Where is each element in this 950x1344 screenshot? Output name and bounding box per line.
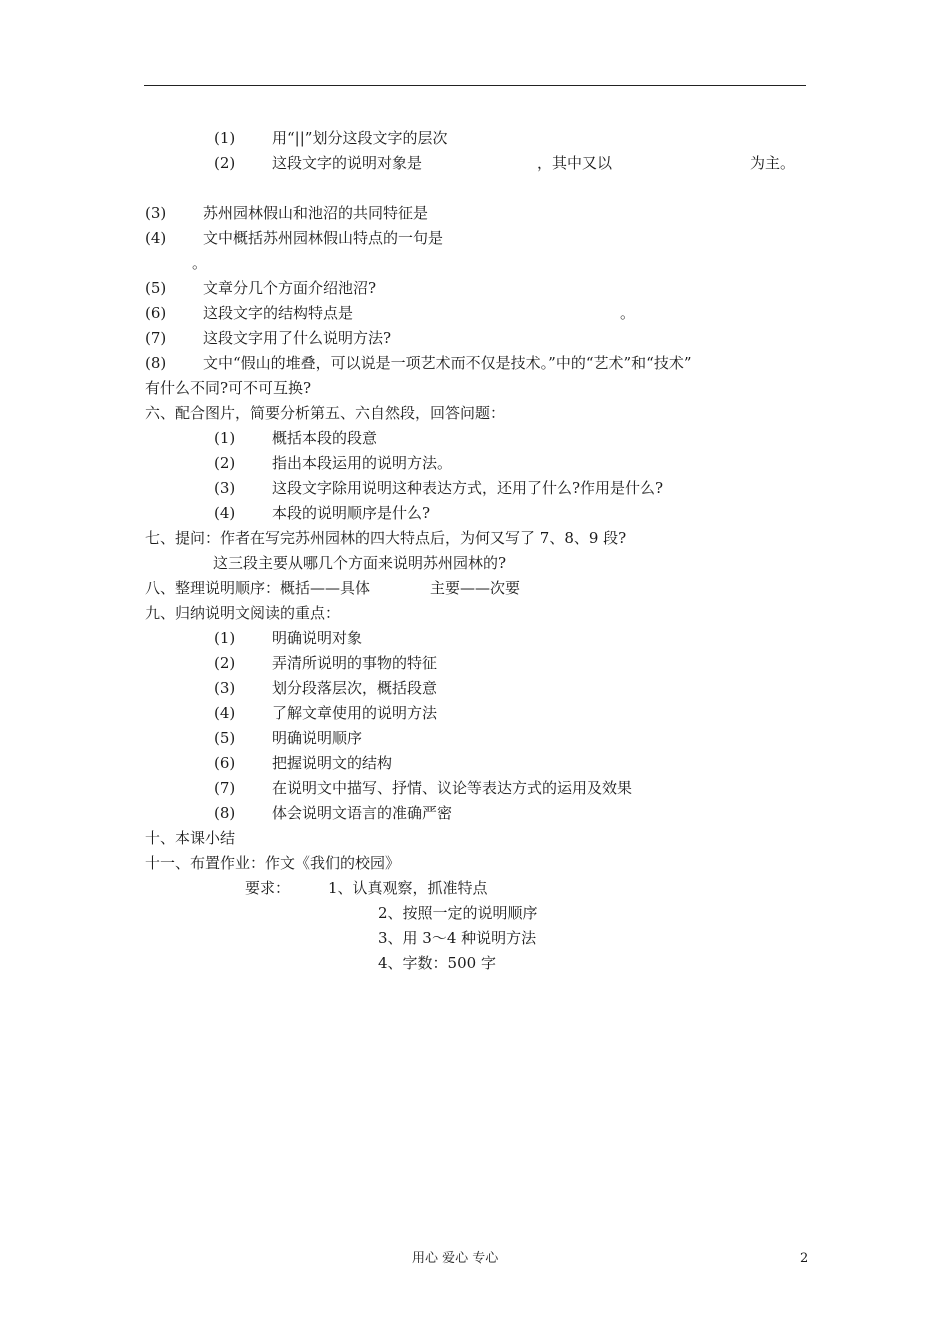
s6-item-4: (4) 本段的说明顺序是什么? [214,504,431,522]
requirement-1: 1、认真观察，抓准特点 [328,879,488,897]
s6-item-2: (2) 指出本段运用的说明方法。 [214,454,453,472]
section-7-cont: 这三段主要从哪几个方面来说明苏州园林的? [213,554,507,572]
q5-item-2: (2) 这段文字的说明对象是 [214,154,423,172]
section-8-title: 八、整理说明顺序：概括——具体 [145,579,371,597]
section-9-title: 九、归纳说明文阅读的重点： [145,604,341,622]
section-10-title: 十、本课小结 [145,829,236,847]
s6-item-1: (1) 概括本段的段意 [214,429,378,447]
header-rule [144,85,806,86]
s9-item-8: (8) 体会说明文语言的准确严密 [214,804,453,822]
q5-item-8-cont: 有什么不同?可不可互换? [145,379,312,397]
q5-item-6: (6) 这段文字的结构特点是 [145,304,354,322]
s9-item-3: (3) 划分段落层次，概括段意 [214,679,438,697]
q5-item-3: (3) 苏州园林假山和池沼的共同特征是 [145,204,429,222]
requirement-2: 2、按照一定的说明顺序 [378,904,538,922]
q5-item-1: (1) 用“||”划分这段文字的层次 [214,129,448,147]
q5-item-2-mid: ，其中又以 [537,154,613,172]
q5-item-4-tail: 。 [192,254,208,272]
q5-item-4: (4) 文中概括苏州园林假山特点的一句是 [145,229,444,247]
section-11-title: 十一、布置作业：作文《我们的校园》 [145,854,401,872]
q5-item-7: (7) 这段文字用了什么说明方法? [145,329,392,347]
s6-item-3: (3) 这段文字除用说明这种表达方式，还用了什么?作用是什么? [214,479,664,497]
requirements-label: 要求： [245,879,291,897]
s9-item-6: (6) 把握说明文的结构 [214,754,393,772]
section-8-extra: 主要——次要 [430,579,521,597]
s9-item-7: (7) 在说明文中描写、抒情、议论等表达方式的运用及效果 [214,779,633,797]
section-6-title: 六、配合图片，简要分析第五、六自然段，回答问题： [145,404,506,422]
requirement-4: 4、字数：500 字 [378,954,496,972]
page-number: 2 [800,1251,809,1266]
q5-item-6-tail: 。 [620,304,636,322]
q5-item-8: (8) 文中“假山的堆叠，可以说是一项艺术而不仅是技术。”中的“艺术”和“技术” [145,354,692,372]
s9-item-4: (4) 了解文章使用的说明方法 [214,704,438,722]
requirement-3: 3、用 3～4 种说明方法 [378,929,537,947]
q5-item-2-end: 为主。 [750,154,796,172]
s9-item-1: (1) 明确说明对象 [214,629,363,647]
footer-motto: 用心 爱心 专心 [412,1251,499,1266]
s9-item-2: (2) 弄清所说明的事物的特征 [214,654,438,672]
q5-item-5: (5) 文章分几个方面介绍池沼? [145,279,377,297]
s9-item-5: (5) 明确说明顺序 [214,729,363,747]
section-7-title: 七、提问：作者在写完苏州园林的四大特点后，为何又写了 7、8、9 段? [145,529,627,547]
